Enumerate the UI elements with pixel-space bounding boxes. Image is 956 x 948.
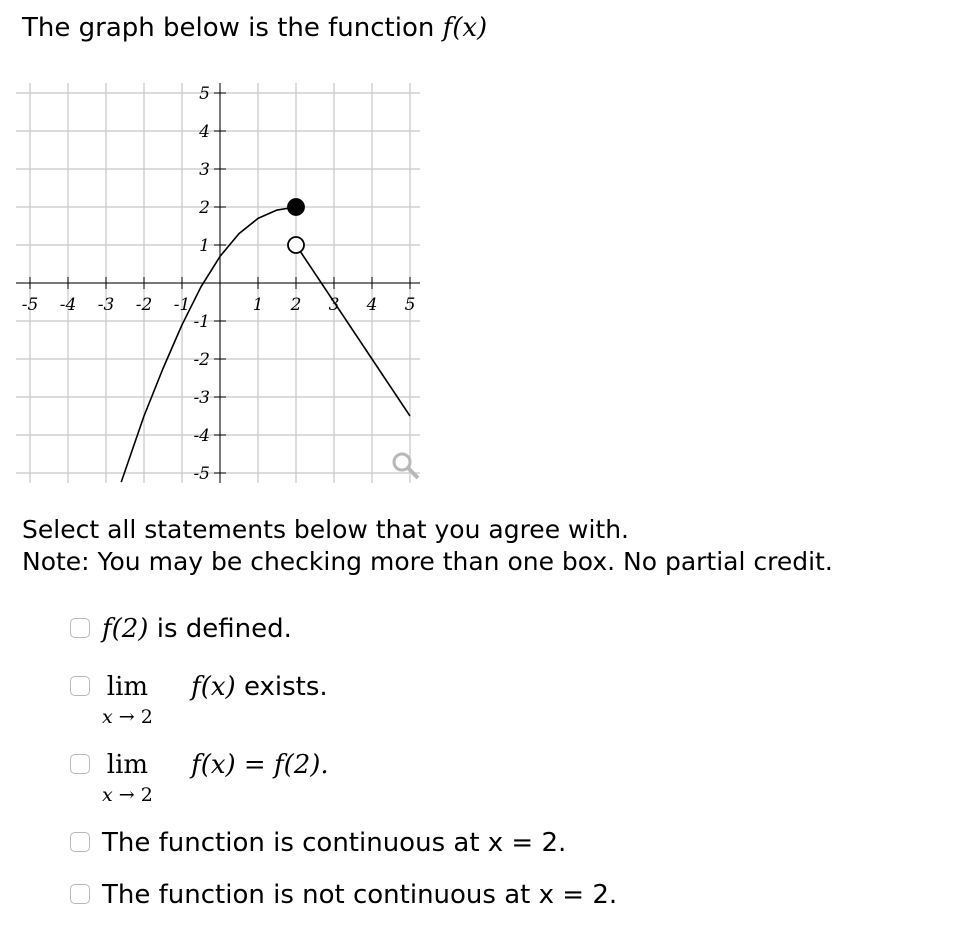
y-tick-label: 5 [199,84,210,104]
x-tick-label: 4 [366,295,378,315]
choice-1-text: is defined. [156,614,292,644]
point-open [288,237,304,253]
point-closed [288,199,304,215]
choice-3-math: f(x) = f(2). [191,750,329,780]
y-tick-label: 3 [199,160,210,180]
checkbox-continuous[interactable] [70,832,90,852]
y-tick-label: 1 [199,236,210,256]
lim-word: lim [106,750,149,780]
choice-5-text: The function is not continuous at x = 2. [102,880,618,910]
graph-curves [121,207,410,482]
instructions-line-1: Select all statements below that you agree with. [22,515,630,544]
y-tick-label: -5 [193,464,210,484]
choice-continuous[interactable] [70,826,566,860]
limit-expression [102,748,153,806]
x-tick-label: 3 [328,295,340,315]
checkbox-not-continuous[interactable] [70,884,90,904]
lim-subscript: x → 2 [102,706,153,728]
question-title-text: The graph below is the function [22,13,435,43]
choice-1-math: f(2) [102,614,149,644]
choice-not-continuous[interactable] [70,878,617,912]
y-tick-label: -1 [193,312,210,332]
series-line [296,245,410,416]
x-tick-label: -5 [21,295,39,315]
function-graph [0,70,440,490]
x-tick-label: 5 [404,295,416,315]
checkbox-limit-exists[interactable] [70,676,90,696]
y-tick-label: -4 [193,426,210,446]
choice-limit-equals-f2[interactable] [70,748,329,806]
x-tick-label: -1 [173,295,191,315]
limit-expression [102,670,153,728]
graph-axes [16,83,420,483]
lim-subscript: x → 2 [102,784,153,806]
y-tick-label: -3 [193,388,210,408]
x-tick-label: -2 [135,295,153,315]
magnifier-icon[interactable] [390,450,424,484]
checkbox-limit-equals-f2[interactable] [70,754,90,774]
y-tick-label: -2 [193,350,210,370]
question-title [22,10,487,46]
instructions-line-2: Note: You may be checking more than one box. No partial credit. [22,547,833,576]
x-tick-label: 1 [252,295,264,315]
lim-word: lim [106,672,149,702]
graph-ticks [22,84,416,484]
x-tick-label: 2 [290,295,302,315]
choice-limit-exists[interactable] [70,670,328,728]
y-tick-label: 4 [199,122,210,142]
x-tick-label: -3 [97,295,115,315]
choice-4-text: The function is continuous at x = 2. [102,828,567,858]
question-title-math: f(x) [442,13,488,43]
choice-f2-defined[interactable] [70,612,292,646]
instructions [22,514,833,578]
y-tick-label: 2 [199,198,210,218]
checkbox-f2-defined[interactable] [70,618,90,638]
choice-2-math: f(x) [191,672,236,702]
choice-2-text: exists. [243,672,328,702]
x-tick-label: -4 [59,295,77,315]
